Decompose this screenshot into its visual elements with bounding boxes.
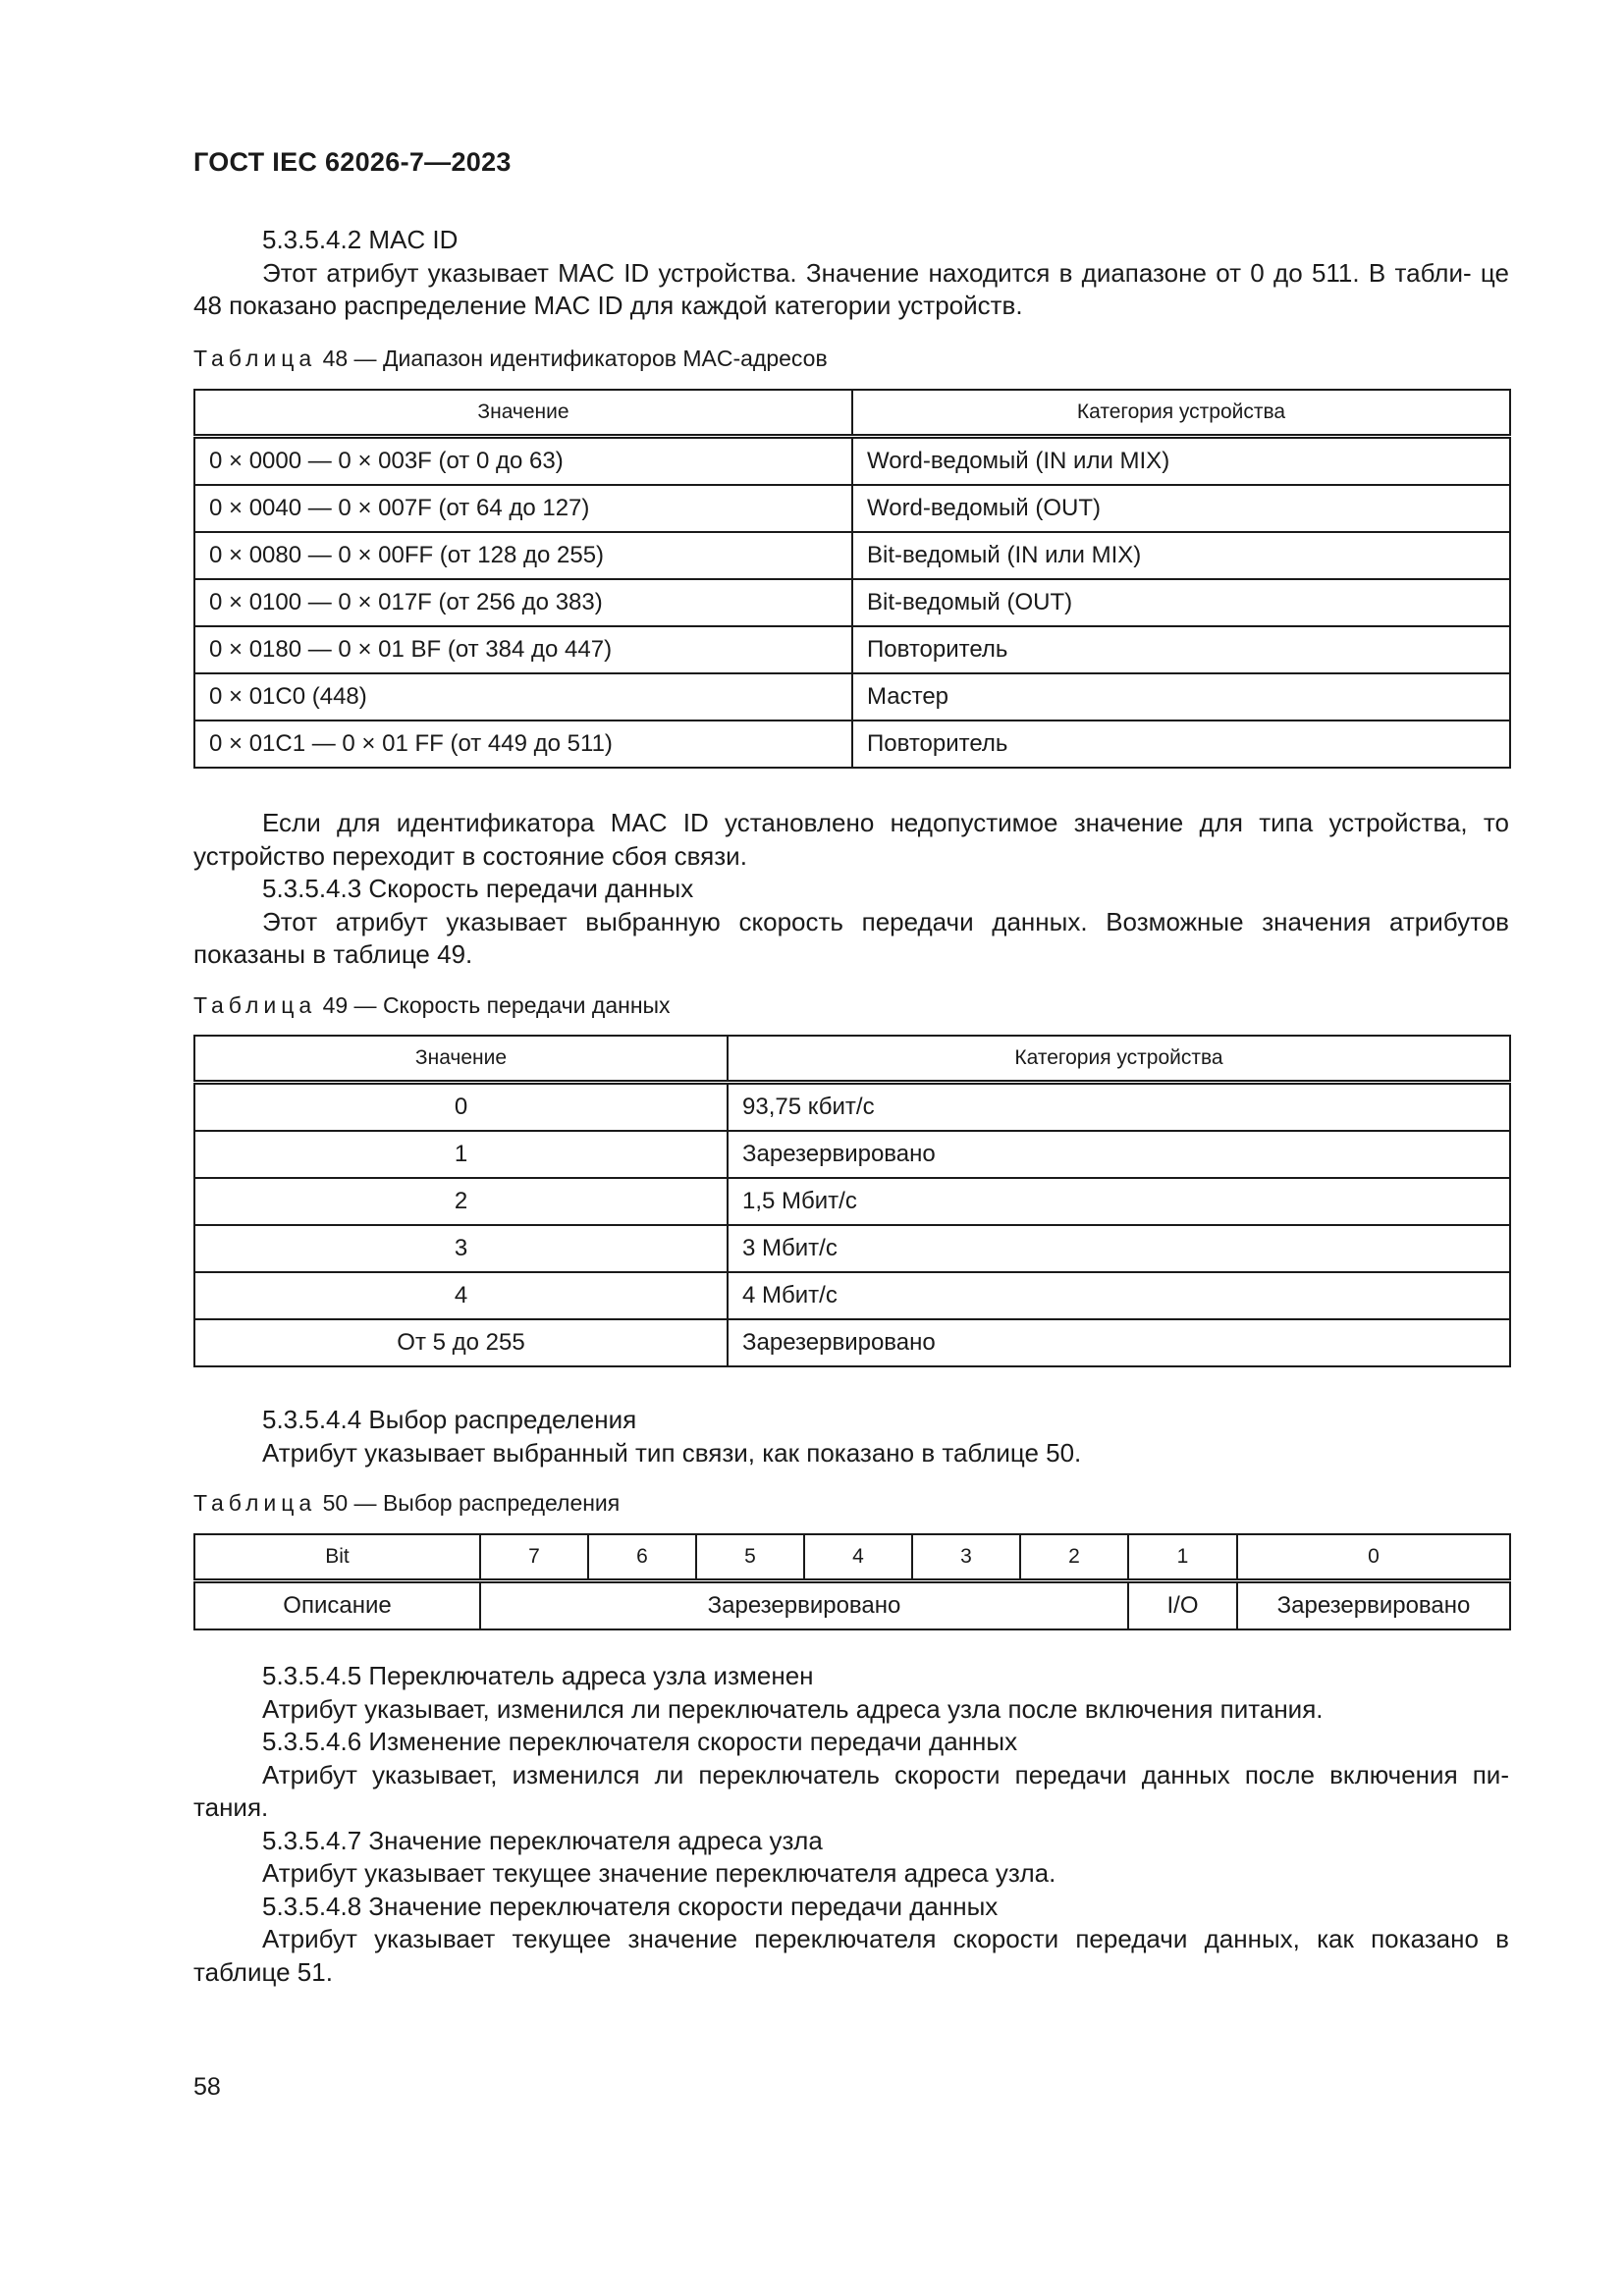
table-cell-value: 0 × 0180 — 0 × 01 BF (от 384 до 447) xyxy=(194,626,852,673)
table-row xyxy=(194,485,1510,532)
table-cell-value: 0 × 0000 — 0 × 003F (от 0 до 63) xyxy=(194,437,852,486)
table-cell-value: 0 × 0040 — 0 × 007F (от 64 до 127) xyxy=(194,485,852,532)
document-header: ГОСТ IEC 62026-7—2023 xyxy=(193,147,512,177)
table-cell-value: От 5 до 255 xyxy=(194,1319,728,1366)
section-heading: 5.3.5.4.5 Переключатель адреса узла изменен xyxy=(262,1661,814,1690)
table-cell-category: 1,5 Мбит/с xyxy=(728,1178,1510,1225)
table-50-bit-7: 7 xyxy=(480,1534,588,1581)
table-50-bit-1: 1 xyxy=(1128,1534,1237,1581)
table-cell-value: 0 × 01C0 (448) xyxy=(194,673,852,721)
table-48-header-value: Значение xyxy=(194,390,852,437)
table-50-caption-prefix: Таблица xyxy=(193,1490,317,1516)
table-50-bit-0: 0 xyxy=(1237,1534,1510,1581)
table-row xyxy=(194,437,1510,486)
section-text: Атрибут указывает текущее значение переключателя адреса узла. xyxy=(262,1858,1056,1888)
section-text: Атрибут указывает текущее значение переключателя скорости передачи данных, как показано в таблице 51. xyxy=(193,1924,1509,1987)
table-48-caption-prefix: Таблица xyxy=(193,346,317,371)
table-cell-value: 0 × 0080 — 0 × 00FF (от 128 до 255) xyxy=(194,532,852,579)
section-heading-distribution: 5.3.5.4.4 Выбор распределения xyxy=(262,1405,637,1434)
table-cell-category: Bit-ведомый (IN или MIX) xyxy=(852,532,1510,579)
table-row xyxy=(194,579,1510,626)
table-cell-value: 4 xyxy=(194,1272,728,1319)
section-heading: 5.3.5.4.7 Значение переключателя адреса узла xyxy=(262,1825,823,1855)
section-heading: 5.3.5.4.8 Значение переключателя скорости передачи данных xyxy=(262,1891,999,1921)
table-50-bit-6: 6 xyxy=(588,1534,696,1581)
table-cell-category: Мастер xyxy=(852,673,1510,721)
table-cell-value: 3 xyxy=(194,1225,728,1272)
table-50-bit-3: 3 xyxy=(912,1534,1020,1581)
table-48-header-category: Категория устройства xyxy=(852,390,1510,437)
section-text: Атрибут указывает, изменился ли переключатель скорости передачи данных после включения пи- тания. xyxy=(193,1759,1509,1822)
table-50-desc-label: Описание xyxy=(194,1581,480,1630)
table-49-header-value: Значение xyxy=(194,1036,728,1083)
table-50-desc-io: I/O xyxy=(1128,1581,1237,1630)
table-49-header-category: Категория устройства xyxy=(728,1036,1510,1083)
table-cell-value: 0 xyxy=(194,1083,728,1132)
table-cell-category: 4 Мбит/с xyxy=(728,1272,1510,1319)
table-row xyxy=(194,626,1510,673)
page-number: 58 xyxy=(193,2073,221,2101)
table-50-desc-reserved-low: Зарезервировано xyxy=(1237,1581,1510,1630)
table-50-desc-reserved-high: Зарезервировано xyxy=(480,1581,1128,1630)
table-49-caption-prefix: Таблица xyxy=(193,992,317,1018)
table-cell-category: Зарезервировано xyxy=(728,1319,1510,1366)
table-49-caption xyxy=(193,992,1509,1019)
table-50-bit-5: 5 xyxy=(696,1534,804,1581)
table-50 xyxy=(193,1533,1511,1630)
table-cell-value: 1 xyxy=(194,1131,728,1178)
table-cell-category: Bit-ведомый (OUT) xyxy=(852,579,1510,626)
table-cell-category: 3 Мбит/с xyxy=(728,1225,1510,1272)
table-row xyxy=(194,1131,1510,1178)
table-cell-category: Word-ведомый (IN или MIX) xyxy=(852,437,1510,486)
table-row xyxy=(194,532,1510,579)
table-cell-value: 2 xyxy=(194,1178,728,1225)
table-cell-category: Повторитель xyxy=(852,721,1510,768)
table-50-caption xyxy=(193,1490,1509,1517)
table-row xyxy=(194,1581,1510,1630)
table-50-bit-label: Bit xyxy=(194,1534,480,1581)
section-heading: 5.3.5.4.6 Изменение переключателя скорости передачи данных xyxy=(262,1727,1018,1756)
table-row xyxy=(194,1225,1510,1272)
table-50-caption-title: 50 — Выбор распределения xyxy=(316,1490,621,1516)
section-text-distribution: Атрибут указывает выбранный тип связи, как показано в таблице 50. xyxy=(262,1437,1082,1468)
table-49 xyxy=(193,1035,1511,1367)
table-49-caption-title: 49 — Скорость передачи данных xyxy=(316,992,671,1018)
table-48-caption-title: 48 — Диапазон идентификаторов MAC-адресов xyxy=(316,346,828,371)
table-row xyxy=(194,673,1510,721)
table-cell-category: Повторитель xyxy=(852,626,1510,673)
table-row xyxy=(194,1178,1510,1225)
paragraph-invalid-mac: Если для идентификатора MAC ID установлено недопустимое значение для типа устройства, то устройство переходит в состояние сбоя связи. xyxy=(193,808,1509,871)
section-text: Атрибут указывает, изменился ли переключатель адреса узла после включения питания. xyxy=(262,1693,1324,1724)
table-cell-value: 0 × 0100 — 0 × 017F (от 256 до 383) xyxy=(194,579,852,626)
section-heading-rate: 5.3.5.4.3 Скорость передачи данных xyxy=(262,874,694,903)
table-48-caption xyxy=(193,346,1509,372)
table-row xyxy=(194,1083,1510,1132)
section-text-mac-id: Этот атрибут указывает MAC ID устройства. Значение находится в диапазоне от 0 до 511. В табли- це 48 показано распределение MAC ID для каждой категории устройств. xyxy=(193,257,1509,320)
table-cell-value: 0 × 01C1 — 0 × 01 FF (от 449 до 511) xyxy=(194,721,852,768)
table-cell-category: Зарезервировано xyxy=(728,1131,1510,1178)
table-cell-category: 93,75 кбит/с xyxy=(728,1083,1510,1132)
section-text-rate: Этот атрибут указывает выбранную скорость передачи данных. Возможные значения атрибутов показаны в таблице 49. xyxy=(193,906,1509,969)
table-row xyxy=(194,1319,1510,1366)
table-row xyxy=(194,721,1510,768)
table-cell-category: Word-ведомый (OUT) xyxy=(852,485,1510,532)
section-heading-mac-id: 5.3.5.4.2 MAC ID xyxy=(262,225,459,254)
table-50-bit-4: 4 xyxy=(804,1534,912,1581)
table-50-bit-2: 2 xyxy=(1020,1534,1128,1581)
table-row xyxy=(194,1272,1510,1319)
table-48 xyxy=(193,389,1511,769)
